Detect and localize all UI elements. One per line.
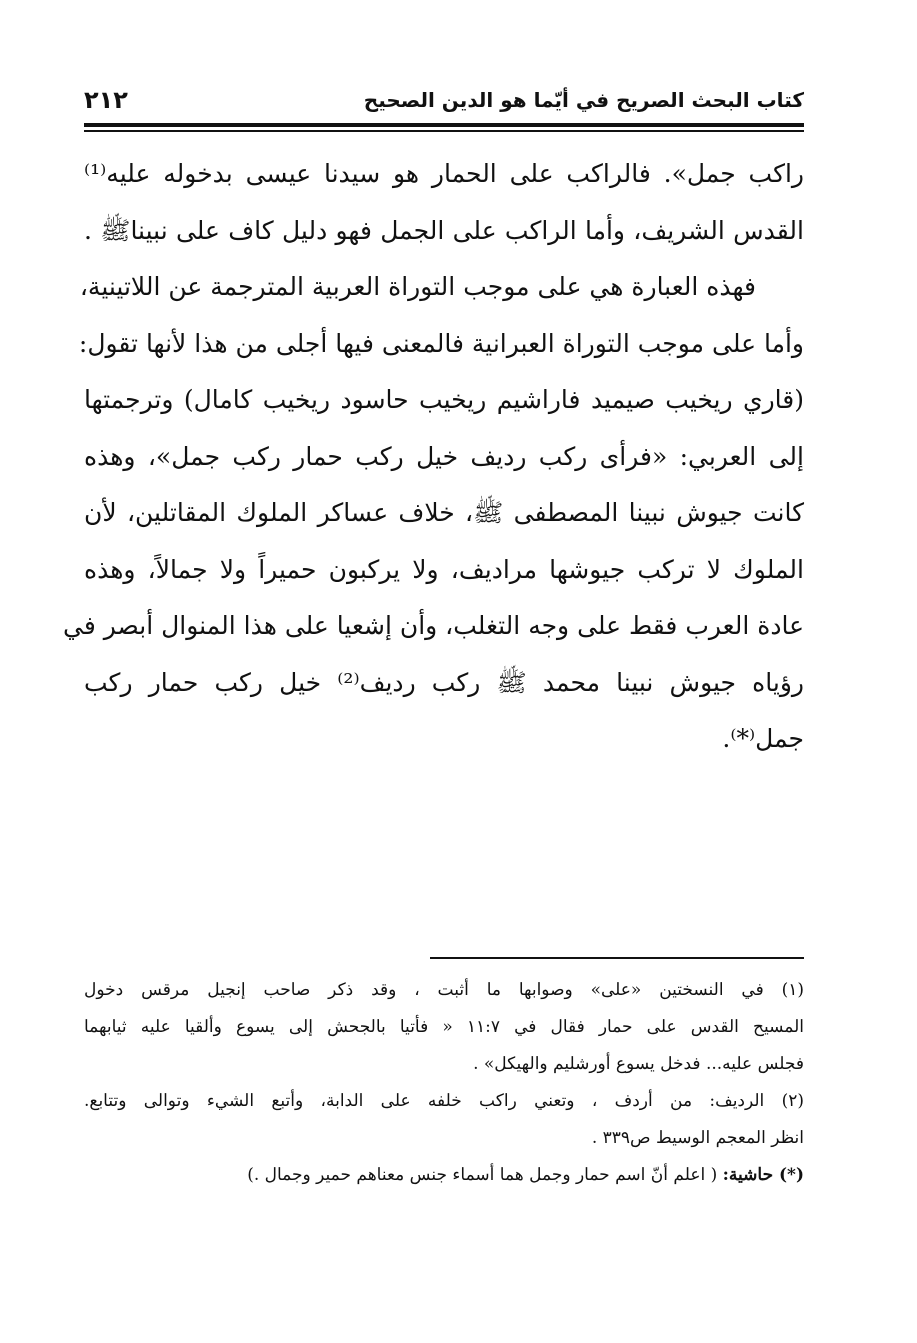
text-line: رؤياه جيوش نبينا محمد ﷺ ركب رديف⁽²⁾ خيل ركب حمار ركب: [84, 667, 804, 697]
running-header: [84, 82, 804, 122]
text-line: جمل⁽*⁾.: [722, 724, 804, 753]
note-text: ( اعلم أنّ اسم حمار وجمل هما أسماء جنس معناهم حمير وجمال .): [247, 1165, 723, 1185]
footnotes: [84, 972, 804, 1194]
footnote-line: انظر المعجم الوسيط ص٣٣٩ .: [591, 1128, 804, 1148]
header-rule-thick: [84, 123, 804, 127]
text-line: راكب جمل». فالراكب على الحمار هو سيدنا عيسى بدخوله عليه⁽¹⁾: [84, 159, 804, 188]
text-line: كانت جيوش نبينا المصطفى ﷺ، خلاف عساكر الملوك المقاتلين، لأن: [84, 498, 804, 527]
footnote-line: المسيح القدس على حمار فقال في ١١:٧ « فأتيا بالجحش إلى يسوع وألقيا عليه ثيابهما: [84, 1017, 804, 1037]
footnote-line: (١) في النسختين «على» وصوابها ما أثبت ، وقد ذكر صاحب إنجيل مرقس دخول: [84, 980, 804, 1000]
footnote-line: (٢) الرديف: من أردف ، وتعني راكب خلفه على الدابة، وأتبع الشيء وتوالى وتتابع.: [84, 1091, 804, 1111]
footnote-line: فجلس عليه... فدخل يسوع أورشليم والهيكل» .: [473, 1054, 804, 1074]
main-text: [63, 146, 804, 768]
text-line: (قاري ريخيب صيميد فاراشيم ريخيب حاسود ريخيب كامال) وترجمتها: [84, 385, 804, 414]
text-line: وأما على موجب التوراة العبرانية فالمعنى فيها أجلى من هذا لأنها تقول:: [78, 328, 804, 358]
text-line: إلى العربي: «فرأى ركب رديف خيل ركب حمار ركب جمل»، وهذه: [84, 441, 804, 471]
footnote-separator: [430, 957, 804, 959]
text-line: عادة العرب فقط على وجه التغلب، وأن إشعيا على هذا المنوال أبصر في: [63, 611, 804, 640]
page-number: ٢١٢: [84, 86, 128, 114]
header-rule-thin: [84, 130, 804, 132]
text-line: فهذه العبارة هي على موجب التوراة العربية المترجمة عن اللاتينية،: [79, 272, 756, 301]
book-title: كتاب البحث الصريح في أيّما هو الدين الصحيح: [363, 88, 804, 112]
note-label: (*) حاشية:: [722, 1165, 804, 1185]
text-line: القدس الشريف، وأما الراكب على الجمل فهو دليل كاف على نبيناﷺ .: [84, 215, 804, 245]
text-line: الملوك لا تركب جيوشها مراديف، ولا يركبون حميراً ولا جمالاً، وهذه: [84, 554, 804, 584]
footnote-note: [84, 1157, 804, 1194]
